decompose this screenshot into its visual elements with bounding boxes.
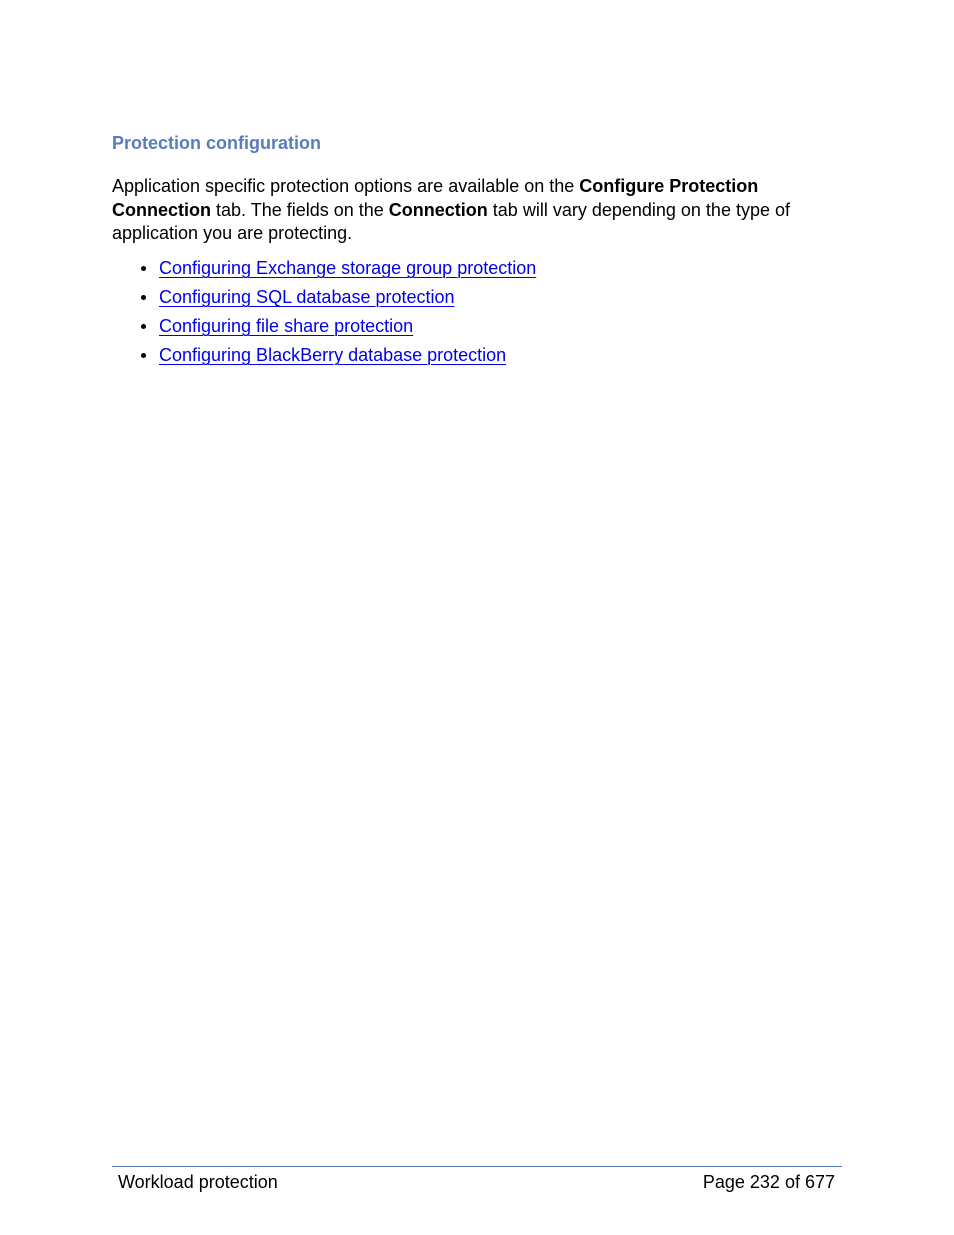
bullet-icon: [141, 324, 146, 329]
related-links-list: [112, 256, 536, 372]
list-item: [112, 343, 536, 372]
bullet-icon: [141, 295, 146, 300]
intro-bold-configure-protection: Configure Protection Connection: [112, 176, 759, 220]
list-item: [112, 256, 536, 285]
intro-bold-connection: Connection: [388, 199, 488, 220]
link-blackberry-database[interactable]: Configuring BlackBerry database protection: [159, 345, 507, 365]
intro-text-2: tab. The fields on the: [211, 199, 389, 220]
link-exchange-storage-group[interactable]: Configuring Exchange storage group protection: [159, 258, 537, 278]
intro-text-1: Application specific protection options are available on the: [112, 176, 580, 196]
bullet-icon: [141, 353, 146, 358]
intro-paragraph: [112, 175, 832, 246]
section-heading: Protection configuration: [112, 133, 321, 153]
intro-text-3: tab will vary depending on the type of application you are protecting.: [112, 199, 790, 243]
list-item: [112, 314, 536, 343]
link-file-share[interactable]: Configuring file share protection: [159, 316, 414, 336]
footer-divider: [112, 1166, 842, 1167]
link-sql-database[interactable]: Configuring SQL database protection: [159, 287, 455, 307]
list-item: [112, 285, 536, 314]
footer-page-number: Page 232 of 677: [702, 1172, 835, 1192]
footer-section-title: Workload protection: [118, 1172, 278, 1192]
bullet-icon: [141, 266, 146, 271]
